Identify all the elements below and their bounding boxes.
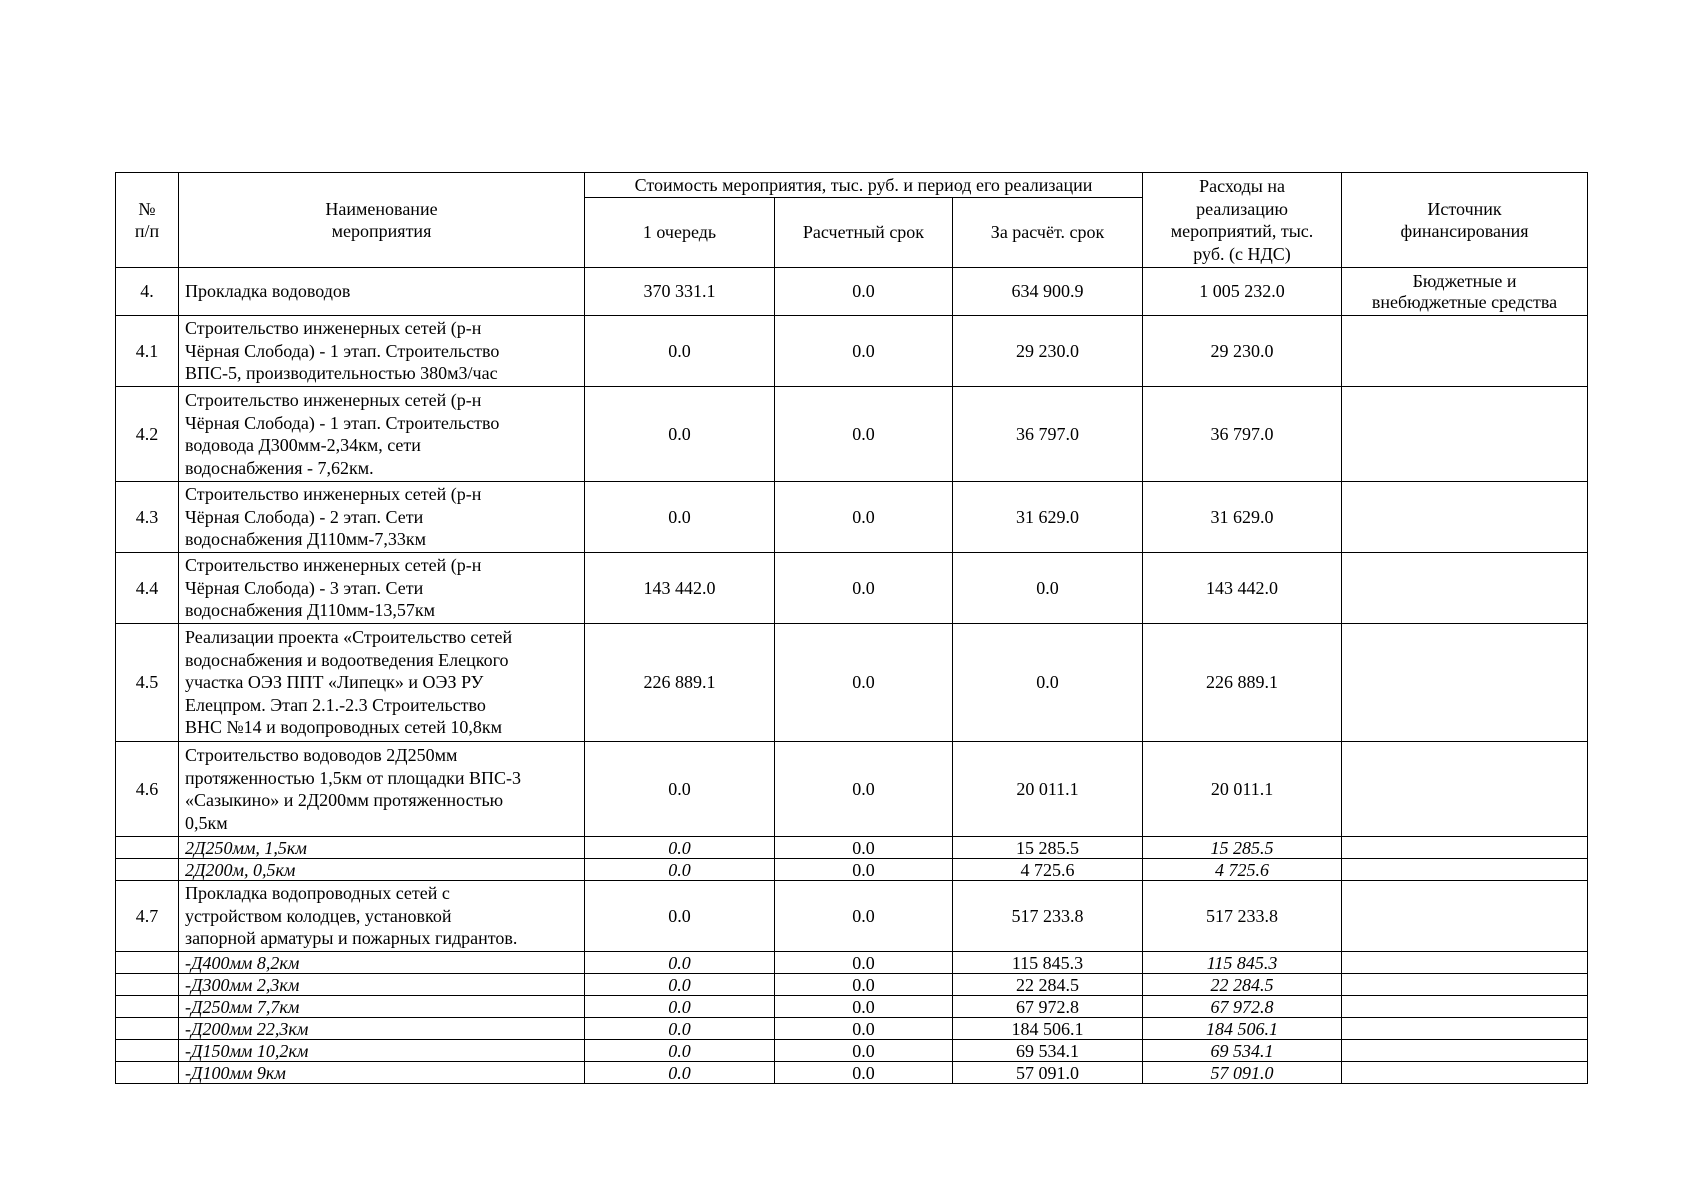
sub-name: -Д200мм 22,3км xyxy=(179,1018,585,1040)
row-total: 29 230.0 xyxy=(953,316,1143,387)
row-calc: 0.0 xyxy=(775,316,953,387)
sub-expenses: 69 534.1 xyxy=(1143,1040,1342,1062)
row-num: 4.7 xyxy=(116,881,179,952)
sub-expenses: 15 285.5 xyxy=(1143,837,1342,859)
row-stage1: 0.0 xyxy=(585,482,775,553)
sub-total: 4 725.6 xyxy=(953,859,1143,881)
sub-stage1: 0.0 xyxy=(585,952,775,974)
sub-name: -Д300мм 2,3км xyxy=(179,974,585,996)
section-expenses: 1 005 232.0 xyxy=(1143,268,1342,316)
sub-calc: 0.0 xyxy=(775,952,953,974)
row-expenses: 31 629.0 xyxy=(1143,482,1342,553)
sub-source xyxy=(1342,974,1588,996)
row-calc: 0.0 xyxy=(775,742,953,837)
sub-name: -Д250мм 7,7км xyxy=(179,996,585,1018)
sub-source xyxy=(1342,952,1588,974)
header-expenses: Расходы на реализацию мероприятий, тыс. руб. (с НДС) xyxy=(1143,173,1342,268)
sub-row xyxy=(116,1040,1588,1062)
sub-calc: 0.0 xyxy=(775,859,953,881)
sub-row xyxy=(116,1018,1588,1040)
sub-name: 2Д200м, 0,5км xyxy=(179,859,585,881)
table-row xyxy=(116,387,1588,482)
sub-num xyxy=(116,1040,179,1062)
row-source xyxy=(1342,624,1588,742)
sub-row xyxy=(116,952,1588,974)
section-name: Прокладка водоводов xyxy=(179,268,585,316)
section-stage1: 370 331.1 xyxy=(585,268,775,316)
sub-num xyxy=(116,837,179,859)
row-num: 4.5 xyxy=(116,624,179,742)
table-row xyxy=(116,482,1588,553)
header-stage1: 1 очередь xyxy=(585,198,775,268)
sub-stage1: 0.0 xyxy=(585,996,775,1018)
sub-stage1: 0.0 xyxy=(585,974,775,996)
header-name: Наименование мероприятия xyxy=(179,173,585,268)
row-expenses: 143 442.0 xyxy=(1143,553,1342,624)
row-expenses: 226 889.1 xyxy=(1143,624,1342,742)
row-expenses: 36 797.0 xyxy=(1143,387,1342,482)
row-calc: 0.0 xyxy=(775,387,953,482)
sub-row xyxy=(116,996,1588,1018)
row-total: 517 233.8 xyxy=(953,881,1143,952)
sub-stage1: 0.0 xyxy=(585,837,775,859)
sub-source xyxy=(1342,1040,1588,1062)
sub-name: 2Д250мм, 1,5км xyxy=(179,837,585,859)
sub-source xyxy=(1342,837,1588,859)
sub-total: 184 506.1 xyxy=(953,1018,1143,1040)
row-calc: 0.0 xyxy=(775,624,953,742)
header-num: № п/п xyxy=(116,173,179,268)
sub-row xyxy=(116,859,1588,881)
sub-stage1: 0.0 xyxy=(585,1062,775,1084)
sub-calc: 0.0 xyxy=(775,974,953,996)
table-row xyxy=(116,316,1588,387)
sub-calc: 0.0 xyxy=(775,1062,953,1084)
row-source xyxy=(1342,482,1588,553)
sub-num xyxy=(116,974,179,996)
row-expenses: 29 230.0 xyxy=(1143,316,1342,387)
sub-source xyxy=(1342,859,1588,881)
row-num: 4.2 xyxy=(116,387,179,482)
row-name: Строительство водоводов 2Д250мм протяженностью 1,5км от площадки ВПС-3 «Сазыкино» и 2Д200мм протяженностью 0,5км xyxy=(179,742,585,837)
sub-total: 22 284.5 xyxy=(953,974,1143,996)
sub-stage1: 0.0 xyxy=(585,1040,775,1062)
sub-total: 15 285.5 xyxy=(953,837,1143,859)
sub-source xyxy=(1342,996,1588,1018)
row-stage1: 143 442.0 xyxy=(585,553,775,624)
sub-source xyxy=(1342,1062,1588,1084)
row-name: Реализации проекта «Строительство сетей водоснабжения и водоотведения Елецкого участка ОЭЗ ППТ «Липецк» и ОЭЗ РУ Елецпром. Этап 2.1.-2.3 Строительство ВНС №14 и водопроводных сетей 10,8км xyxy=(179,624,585,742)
sub-num xyxy=(116,996,179,1018)
row-source xyxy=(1342,387,1588,482)
section-row xyxy=(116,268,1588,316)
row-stage1: 226 889.1 xyxy=(585,624,775,742)
sub-calc: 0.0 xyxy=(775,837,953,859)
row-calc: 0.0 xyxy=(775,881,953,952)
row-num: 4.3 xyxy=(116,482,179,553)
sub-source xyxy=(1342,1018,1588,1040)
sub-expenses: 4 725.6 xyxy=(1143,859,1342,881)
row-total: 0.0 xyxy=(953,624,1143,742)
section-calc: 0.0 xyxy=(775,268,953,316)
sub-expenses: 184 506.1 xyxy=(1143,1018,1342,1040)
sub-row xyxy=(116,1062,1588,1084)
measures-table xyxy=(115,172,1588,1084)
sub-num xyxy=(116,1018,179,1040)
sub-calc: 0.0 xyxy=(775,996,953,1018)
sub-calc: 0.0 xyxy=(775,1018,953,1040)
row-name: Строительство инженерных сетей (р-н Чёрная Слобода) - 1 этап. Строительство ВПС-5, производительностью 380м3/час xyxy=(179,316,585,387)
row-name: Строительство инженерных сетей (р-н Чёрная Слобода) - 1 этап. Строительство водовода Д300мм-2,34км, сети водоснабжения - 7,62км. xyxy=(179,387,585,482)
sub-expenses: 115 845.3 xyxy=(1143,952,1342,974)
row-stage1: 0.0 xyxy=(585,742,775,837)
table-row xyxy=(116,624,1588,742)
row-num: 4.1 xyxy=(116,316,179,387)
row-name: Прокладка водопроводных сетей с устройством колодцев, установкой запорной арматуры и пожарных гидрантов. xyxy=(179,881,585,952)
row-source xyxy=(1342,742,1588,837)
sub-name: -Д100мм 9км xyxy=(179,1062,585,1084)
sub-total: 57 091.0 xyxy=(953,1062,1143,1084)
header-cost-group: Стоимость мероприятия, тыс. руб. и период его реализации xyxy=(585,173,1143,198)
sub-expenses: 57 091.0 xyxy=(1143,1062,1342,1084)
row-num: 4.4 xyxy=(116,553,179,624)
row-stage1: 0.0 xyxy=(585,387,775,482)
row-total: 20 011.1 xyxy=(953,742,1143,837)
sub-total: 115 845.3 xyxy=(953,952,1143,974)
row-expenses: 517 233.8 xyxy=(1143,881,1342,952)
row-name: Строительство инженерных сетей (р-н Чёрная Слобода) - 2 этап. Сети водоснабжения Д110мм-7,33км xyxy=(179,482,585,553)
row-total: 31 629.0 xyxy=(953,482,1143,553)
row-stage1: 0.0 xyxy=(585,316,775,387)
table-row xyxy=(116,742,1588,837)
sub-num xyxy=(116,952,179,974)
sub-name: -Д400мм 8,2км xyxy=(179,952,585,974)
header-row-1 xyxy=(116,173,1588,198)
row-calc: 0.0 xyxy=(775,482,953,553)
sub-row xyxy=(116,974,1588,996)
sub-calc: 0.0 xyxy=(775,1040,953,1062)
row-expenses: 20 011.1 xyxy=(1143,742,1342,837)
row-calc: 0.0 xyxy=(775,553,953,624)
sub-expenses: 22 284.5 xyxy=(1143,974,1342,996)
section-source: Бюджетные и внебюджетные средства xyxy=(1342,268,1588,316)
section-num: 4. xyxy=(116,268,179,316)
section-total: 634 900.9 xyxy=(953,268,1143,316)
row-name: Строительство инженерных сетей (р-н Чёрная Слобода) - 3 этап. Сети водоснабжения Д110мм-13,57км xyxy=(179,553,585,624)
header-calc-period: Расчетный срок xyxy=(775,198,953,268)
sub-name: -Д150мм 10,2км xyxy=(179,1040,585,1062)
row-num: 4.6 xyxy=(116,742,179,837)
row-total: 36 797.0 xyxy=(953,387,1143,482)
sub-num xyxy=(116,1062,179,1084)
row-total: 0.0 xyxy=(953,553,1143,624)
row-source xyxy=(1342,881,1588,952)
header-total-period: За расчёт. срок xyxy=(953,198,1143,268)
sub-total: 67 972.8 xyxy=(953,996,1143,1018)
sub-stage1: 0.0 xyxy=(585,859,775,881)
row-source xyxy=(1342,316,1588,387)
table-row xyxy=(116,553,1588,624)
sub-expenses: 67 972.8 xyxy=(1143,996,1342,1018)
row-stage1: 0.0 xyxy=(585,881,775,952)
sub-total: 69 534.1 xyxy=(953,1040,1143,1062)
header-source: Источник финансирования xyxy=(1342,173,1588,268)
table-row xyxy=(116,881,1588,952)
row-source xyxy=(1342,553,1588,624)
sub-num xyxy=(116,859,179,881)
sub-row xyxy=(116,837,1588,859)
sub-stage1: 0.0 xyxy=(585,1018,775,1040)
